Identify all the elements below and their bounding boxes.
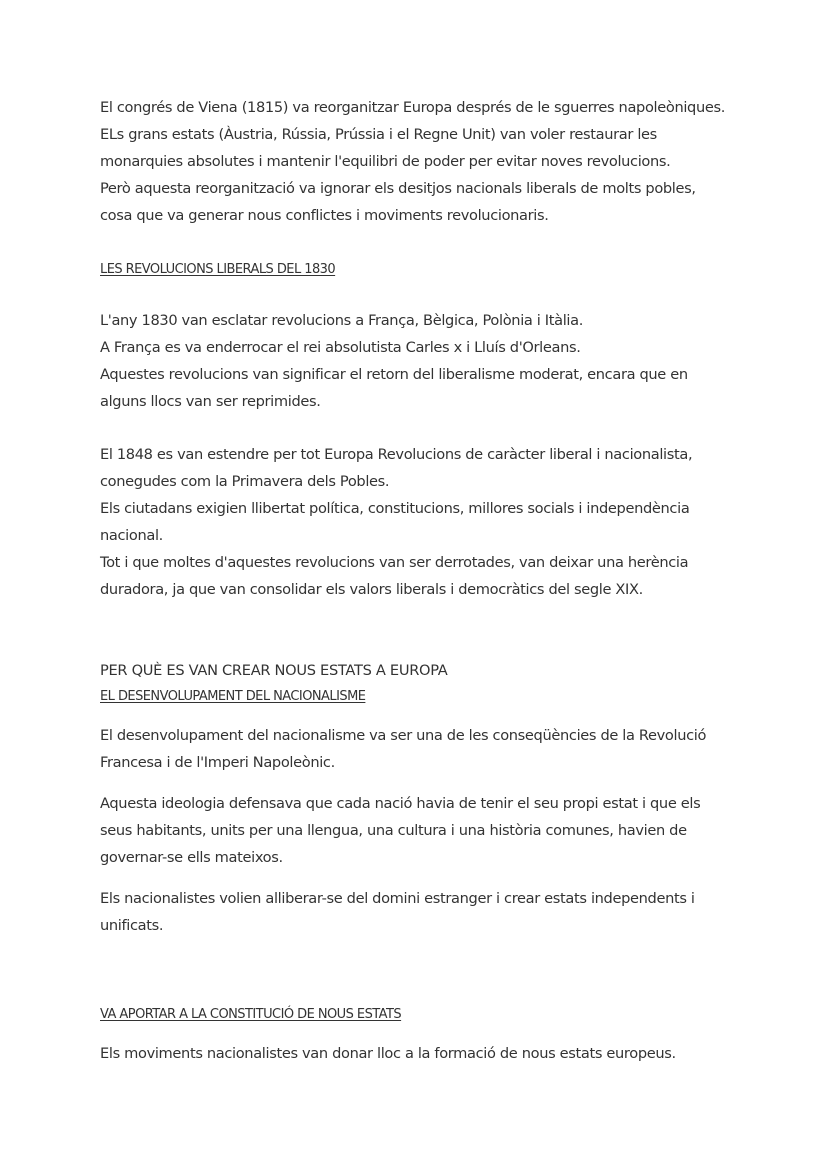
text-line: conegudes com la Primavera dels Pobles. — [100, 473, 390, 490]
text-line: Però aquesta reorganització va ignorar els desitjos nacionals liberals de molts pobles, — [100, 180, 696, 197]
section-title-new-states: PER QUÈ ES VAN CREAR NOUS ESTATS A EUROPA — [100, 662, 448, 679]
text-line: seus habitants, units per una llengua, una cultura i una història comunes, havien de — [100, 822, 687, 839]
text-line: ELs grans estats (Àustria, Rússia, Prússia i el Regne Unit) van voler restaurar les — [100, 126, 657, 143]
text-line: governar-se ells mateixos. — [100, 849, 283, 866]
section-heading-1830: LES REVOLUCIONS LIBERALS DEL 1830 — [100, 262, 336, 277]
text-line: duradora, ja que van consolidar els valors liberals i democràtics del segle XIX. — [100, 581, 643, 598]
text-line: nacional. — [100, 527, 163, 544]
text-line: Francesa i de l'Imperi Napoleònic. — [100, 754, 335, 771]
text-line: alguns llocs van ser reprimides. — [100, 393, 321, 410]
text-line: Els moviments nacionalistes van donar lloc a la formació de nous estats europeus. — [100, 1045, 676, 1062]
text-line: A França es va enderrocar el rei absolutista Carles x i Lluís d'Orleans. — [100, 339, 581, 356]
text-line: El 1848 es van estendre per tot Europa Revolucions de caràcter liberal i nacionalista, — [100, 446, 693, 463]
text-line: Aquesta ideologia defensava que cada nació havia de tenir el seu propi estat i que els — [100, 795, 701, 812]
section-heading-constitution: VA APORTAR A LA CONSTITUCIÓ DE NOUS ESTATS — [100, 1007, 402, 1022]
text-line: cosa que va generar nous conflictes i moviments revolucionaris. — [100, 207, 549, 224]
text-line: El desenvolupament del nacionalisme va ser una de les conseqüències de la Revolució — [100, 727, 707, 744]
text-line: Tot i que moltes d'aquestes revolucions van ser derrotades, van deixar una herència — [100, 554, 689, 571]
text-line: unificats. — [100, 917, 164, 934]
section-subheading-nationalism: EL DESENVOLUPAMENT DEL NACIONALISME — [100, 689, 366, 704]
text-line: monarquies absolutes i mantenir l'equilibri de poder per evitar noves revolucions. — [100, 153, 671, 170]
text-line: L'any 1830 van esclatar revolucions a França, Bèlgica, Polònia i Itàlia. — [100, 312, 583, 329]
text-line: Els nacionalistes volien alliberar-se del domini estranger i crear estats independents i — [100, 890, 695, 907]
text-line: Aquestes revolucions van significar el retorn del liberalisme moderat, encara que en — [100, 366, 688, 383]
text-line: Els ciutadans exigien llibertat política, constitucions, millores socials i independència — [100, 500, 690, 517]
text-line: El congrés de Viena (1815) va reorganitzar Europa després de le sguerres napoleòniques. — [100, 99, 726, 116]
